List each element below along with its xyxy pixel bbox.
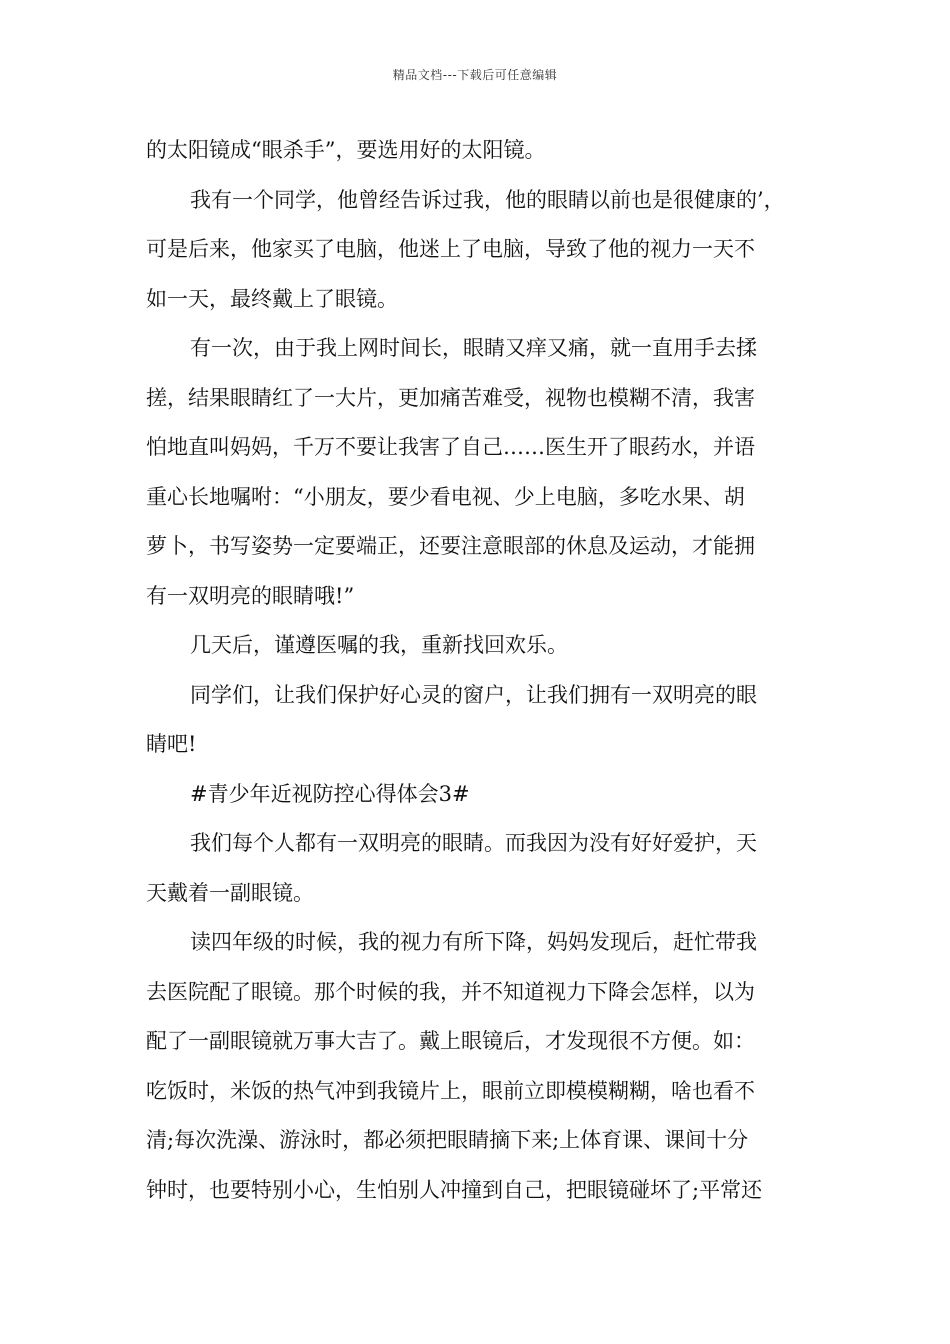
text-line-8: 重心长地嘱咐：“小朋友，要少看电视、少上电脑，多吃水果、胡: [146, 484, 745, 509]
text-line-15: 我们每个人都有一双明亮的眼睛。而我因为没有好好爱护，天: [190, 831, 757, 855]
text-line-12: 同学们，让我们保护好心灵的窗户，让我们拥有一双明亮的眼: [190, 682, 757, 707]
text-line-5: 有一次，由于我上网时间长，眼睛又痒又痛，就一直用手去揉: [190, 336, 757, 360]
text-line-16: 天戴着一副眼镜。: [146, 880, 314, 905]
text-line-2: 我有一个同学，他曾经告诉过我，他的眼睛以前也是很健康的’，: [190, 187, 785, 212]
text-line-3: 可是后来，他家买了电脑，他迷上了电脑，导致了他的视力一天不: [146, 237, 755, 261]
text-line-20: 吃饭时，米饭的热气冲到我镜片上，眼前立即模模糊糊，啥也看不: [146, 1078, 755, 1103]
text-line-17: 读四年级的时候，我的视力有所下降，妈妈发现后，赶忙带我: [190, 930, 757, 954]
text-line-18: 去医院配了眼镜。那个时候的我，并不知道视力下降会怎样，以为: [146, 979, 755, 1004]
section-heading: #青少年近视防控心得体会3#: [190, 781, 470, 806]
text-line-9: 萝卜，书写姿势一定要端正，还要注意眼部的休息及运动，才能拥: [146, 534, 755, 558]
text-line-13: 睛吧!: [146, 732, 197, 756]
document-body: [146, 126, 816, 1215]
text-line-1: 的太阳镜成“眼杀手”，要选用好的太阳镜。: [146, 138, 546, 162]
text-line-22: 钟时，也要特别小心，生怕别人冲撞到自己，把眼镜碰坏了;平常还: [146, 1177, 763, 1202]
text-line-4: 如一天，最终戴上了眼镜。: [146, 286, 398, 311]
text-line-10: 有一双明亮的眼睛哦!”: [146, 583, 355, 608]
page-header: 精品文档---下载后可任意编辑: [392, 68, 558, 82]
text-line-11: 几天后，谨遵医嘱的我，重新找回欢乐。: [190, 633, 568, 657]
text-line-21: 清;每次洗澡、游泳时，都必须把眼睛摘下来;上体育课、课间十分: [146, 1128, 749, 1152]
text-line-6: 搓，结果眼睛红了一大片，更加痛苦难受，视物也模糊不清，我害: [146, 385, 755, 410]
text-line-19: 配了一副眼镜就万事大吉了。戴上眼镜后，才发现很不方便。如：: [146, 1029, 755, 1053]
text-line-7: 怕地直叫妈妈，千万不要让我害了自己……医生开了眼药水，并语: [146, 435, 755, 459]
